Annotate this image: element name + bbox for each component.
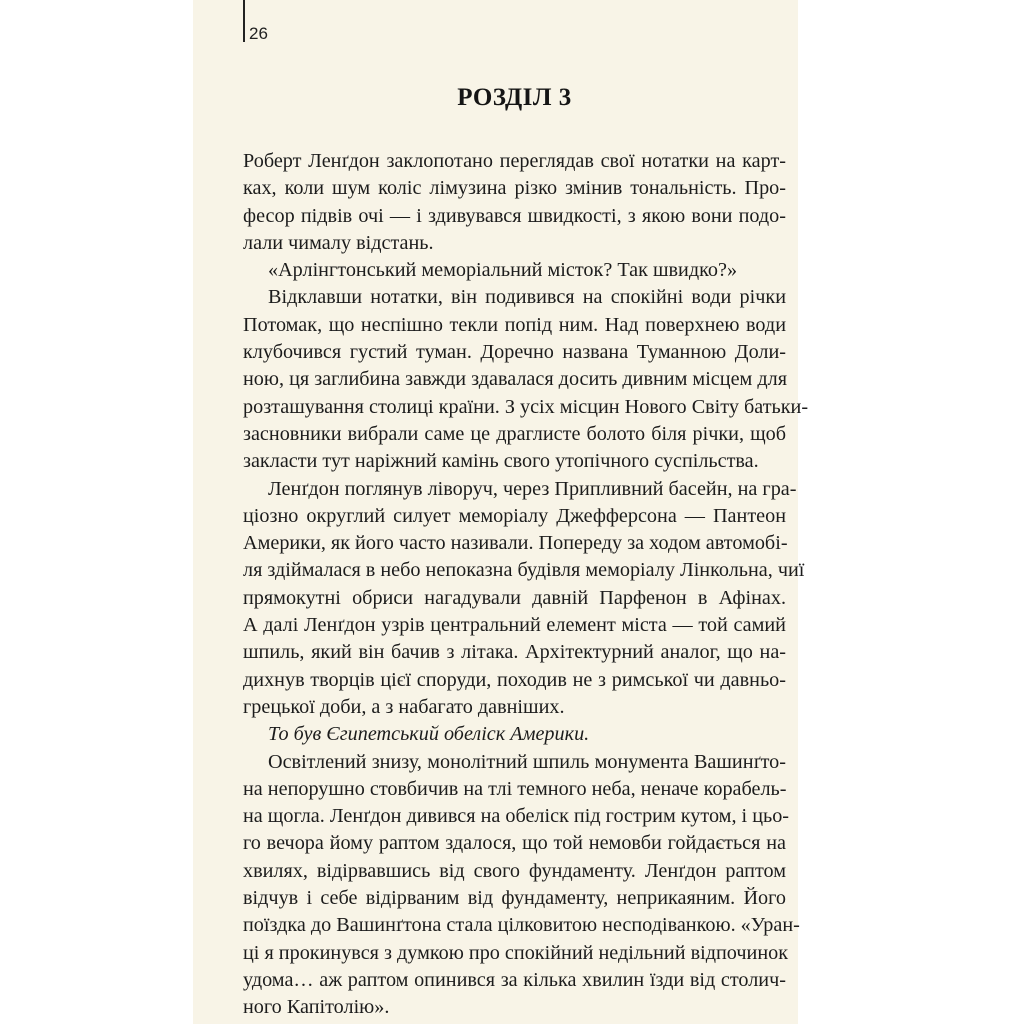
text-line: відчув і себе відірваним від фундаменту, неприкаяним. Його (243, 887, 786, 910)
text-line: Америки, як його часто називали. Попереду за ходом автомобі- (243, 532, 788, 555)
page-number-rule (243, 0, 245, 42)
text-line: ля здіймалася в небо непоказна будівля меморіалу Лінкольна, чиї (243, 559, 805, 582)
text-line: дихнув творців цієї споруди, походив не з римської чи давньо- (243, 668, 786, 691)
text-line: фесор підвів очі — і здивувався швидкості, з якою вони подо- (243, 204, 786, 227)
text-line: удома… аж раптом опинився за кілька хвилин їзди від столич- (243, 968, 786, 991)
text-line: хвилях, відірвавшись від свого фундаменту. Ленґдон раптом (243, 859, 786, 882)
text-line: грецької доби, а з набагато давніших. (243, 695, 565, 718)
text-line: Відклавши нотатки, він подивився на спокійні води річки (268, 286, 786, 309)
chapter-title: РОЗДІЛ 3 (457, 84, 572, 111)
text-line: розташування столиці країни. З усіх місцин Нового Світу батьки- (243, 395, 809, 418)
text-line: Ленґдон поглянув ліворуч, через Припливний басейн, на гра- (268, 477, 797, 500)
italic-text-line: То був Єгипетський обеліск Америки. (268, 723, 590, 746)
chapter-body (243, 148, 809, 1022)
text-line: ціозно округлий силует меморіалу Джефферсона — Пантеон (243, 504, 786, 527)
text-line: Роберт Ленґдон заклопотано переглядав свої нотатки на карт- (243, 150, 786, 172)
text-line: ною, ця заглибина завжди здавалася досить дивним місцем для (243, 368, 787, 391)
text-line: поїздка до Вашинґтона стала цілковитою несподіванкою. «Уран- (243, 914, 800, 937)
text-line: «Арлінгтонський меморіальний місток? Так швидко?» (268, 259, 738, 282)
text-line: Потомак, що неспішно текли попід ним. Над поверхнею води (243, 313, 786, 336)
text-line: прямокутні обриси нагадували давній Парфенон в Афінах. (243, 586, 786, 609)
page-number: 26 (249, 24, 268, 43)
text-line: Освітлений знизу, монолітний шпиль монумента Вашинґто- (268, 750, 786, 773)
text-line: на непорушно стовбичив на тлі темного неба, неначе корабель- (243, 777, 787, 800)
text-line: на щогла. Ленґдон дивився на обеліск під гострим кутом, і цьо- (243, 805, 790, 828)
text-line: клубочився густий туман. Доречно названа Туманною Доли- (243, 341, 786, 364)
text-line: закласти тут наріжний камінь свого утопічного суспільства. (243, 450, 759, 473)
text-line: А далі Ленґдон узрів центральний елемент міста — той самий (243, 614, 786, 637)
text-line: ного Капітолію». (243, 996, 390, 1019)
text-line: ці я прокинувся з думкою про спокійний недільний відпочинок (243, 941, 789, 964)
text-line: го вечора йому раптом здалося, що той немовби гойдається на (243, 832, 786, 855)
text-line: засновники вибрали саме це драглисте болото біля річки, щоб (243, 422, 786, 445)
text-line: лали чималу відстань. (243, 231, 434, 254)
text-line: шпиль, який він бачив з літака. Архітектурний аналог, що на- (243, 641, 786, 664)
text-line: ках, коли шум коліс лімузина різко змінив тональність. Про- (243, 177, 786, 200)
